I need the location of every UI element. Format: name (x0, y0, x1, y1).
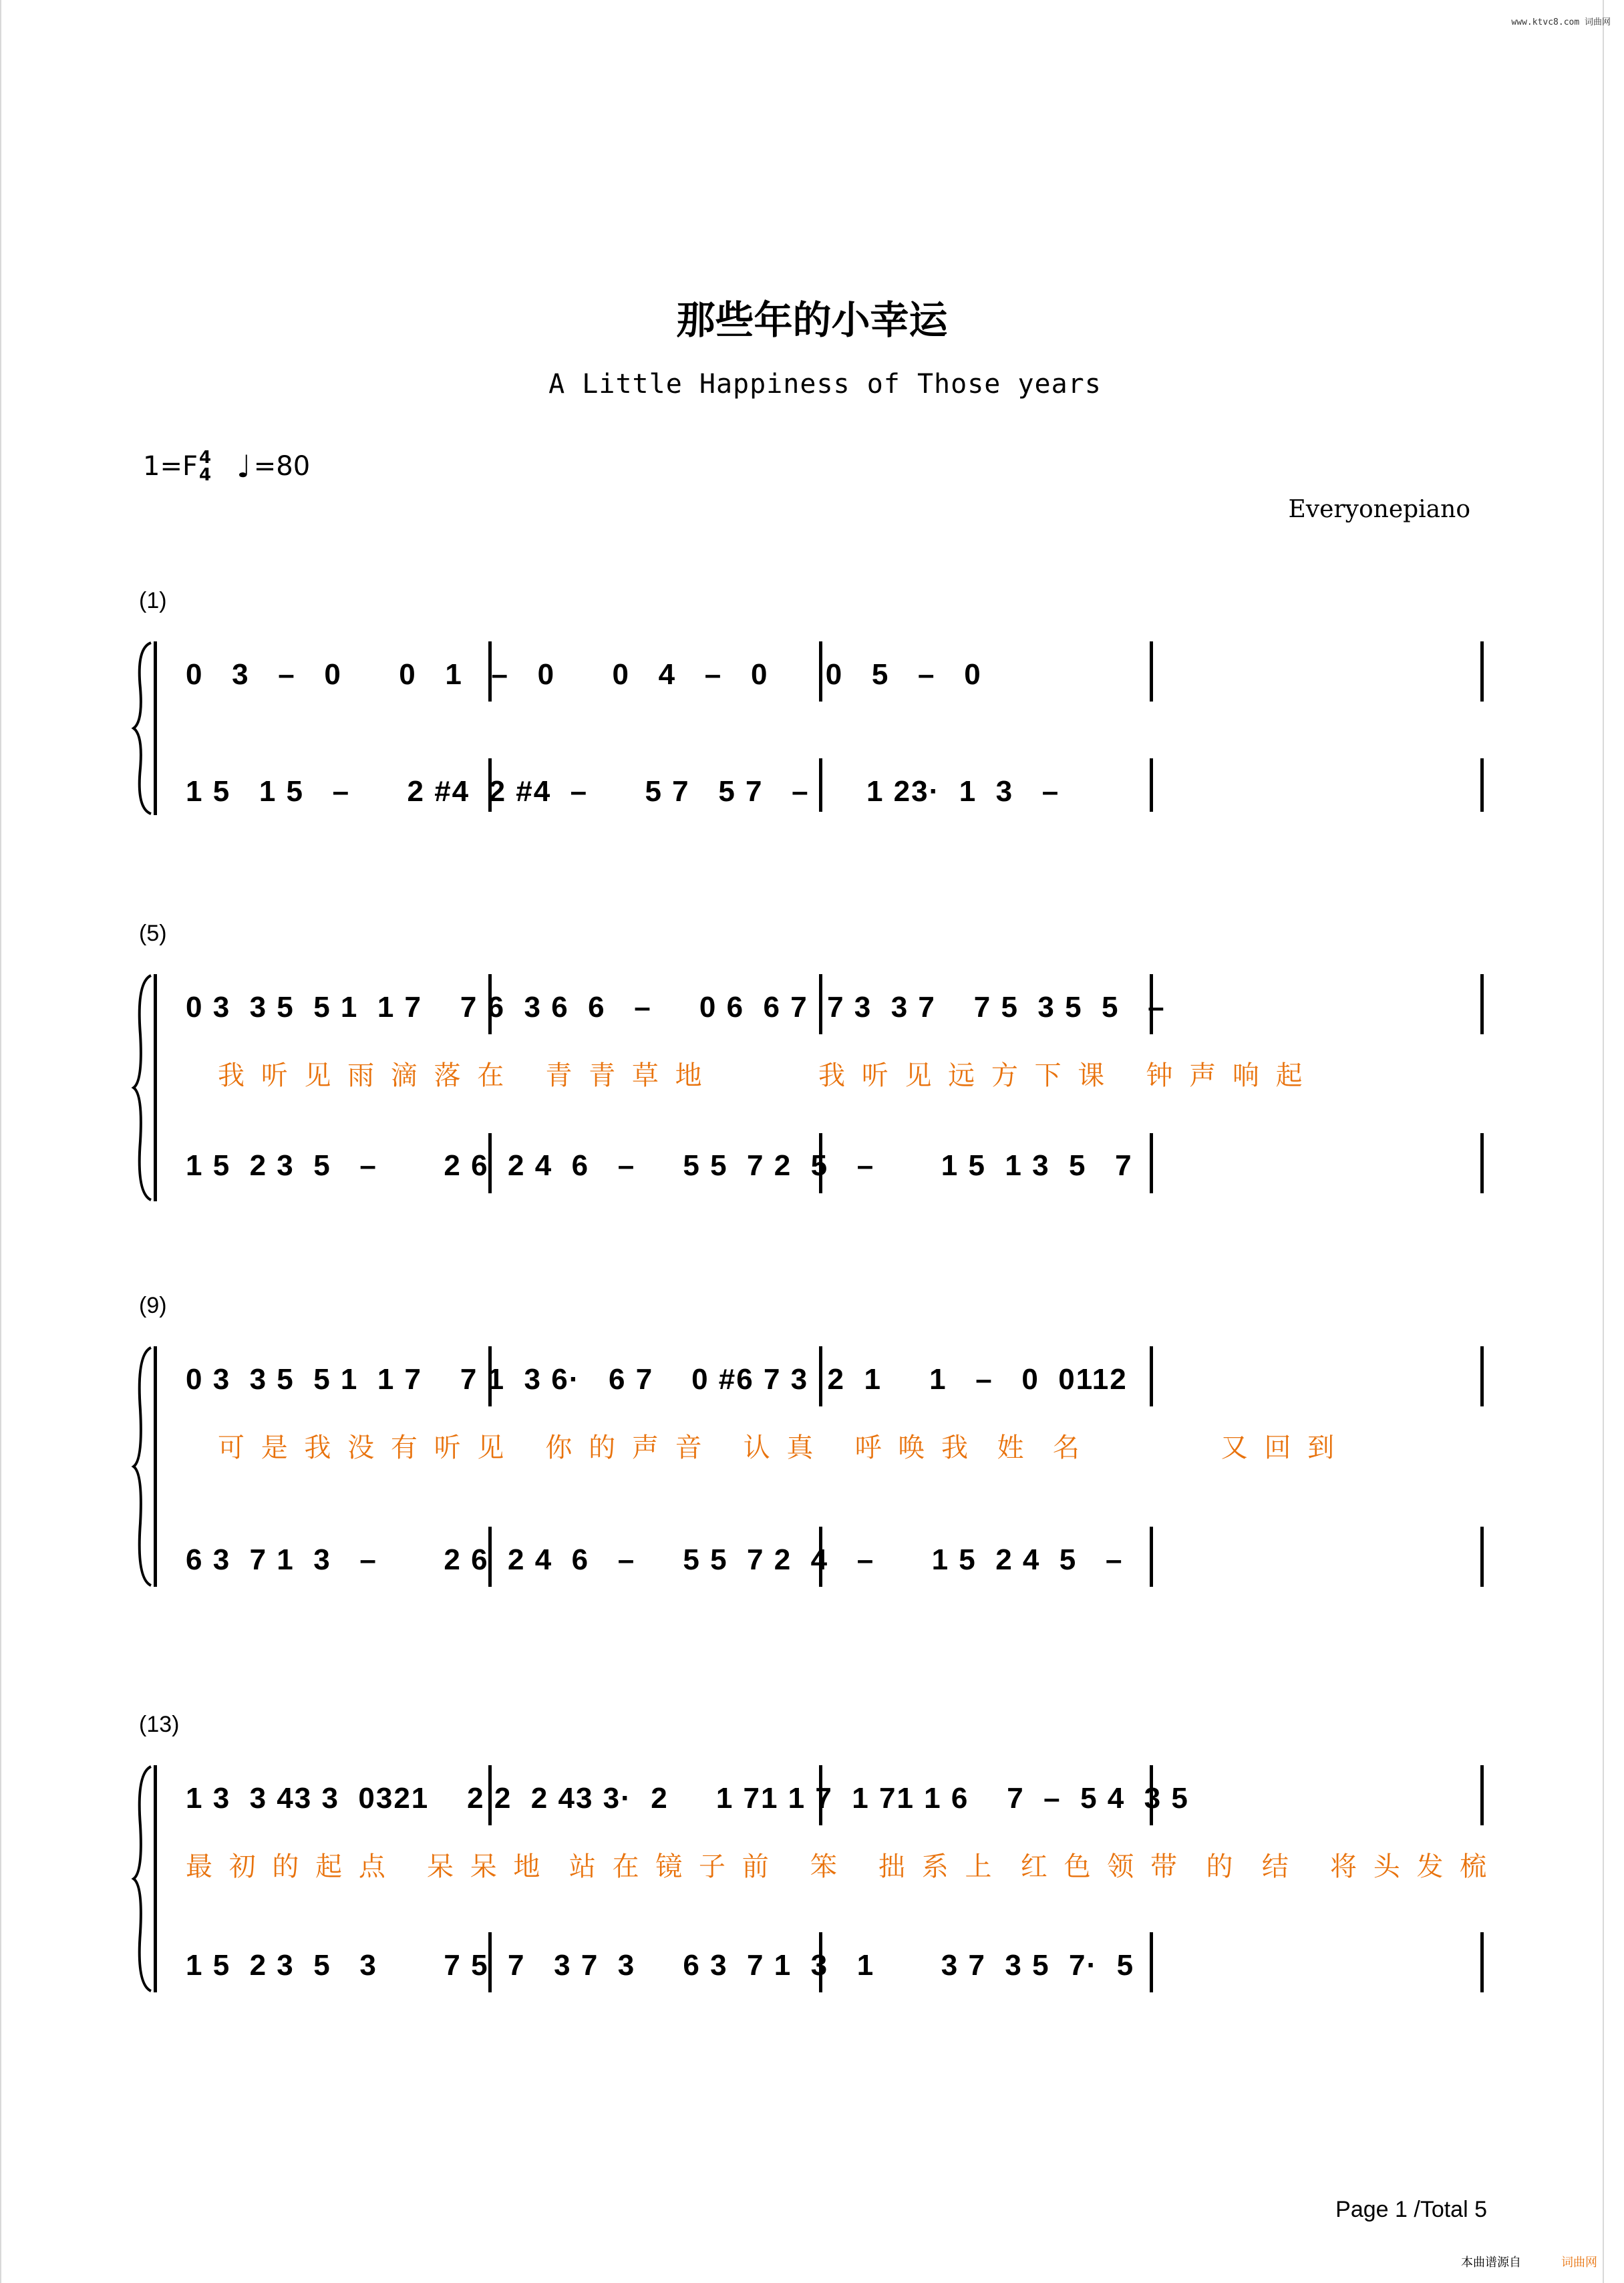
lower-staff: 1 5 2 3 5 – 2 6 2 4 6 – 5 5 7 2 5 – 1 5 1 3 5 7 (186, 1149, 1133, 1182)
score-title: 那些年的小幸运 (676, 297, 948, 343)
site-watermark: www.ktvc8.com 词曲网 (1511, 17, 1611, 27)
upper-staff: 0 3 3 5 5 1 1 7 7 1 3 6· 6 7 0 #6 7 3 2 1 1 – 0 0112 (186, 1363, 1128, 1396)
barline (1150, 1932, 1153, 1992)
lyrics: 可 是 我 没 有 听 见 你 的 声 音 认 真 呼 唤 我 姓 名 又 回 到 (218, 1432, 1339, 1463)
system-number: (13) (139, 1712, 180, 1737)
key-signature (143, 449, 310, 484)
source-brand[interactable]: 词曲网 (1561, 2256, 1597, 2269)
barline (1480, 758, 1484, 812)
source-footer (1461, 2253, 1597, 2270)
lower-staff: 6 3 7 1 3 – 2 6 2 4 6 – 5 5 7 2 4 – 1 5 2 4 5 – (186, 1543, 1124, 1576)
barline (1150, 1527, 1153, 1587)
barline (1480, 1346, 1484, 1406)
page-indicator: Page 1 /Total 5 (1335, 2197, 1487, 2222)
system-4 (131, 1712, 1494, 2012)
time-top: 4 (198, 448, 212, 468)
brace-icon (131, 641, 158, 815)
barline (1480, 974, 1484, 1034)
system-2 (131, 921, 1494, 1215)
brace-icon (131, 1346, 158, 1587)
lyrics: 最 初 的 起 点 呆 呆 地 站 在 镜 子 前 笨 拙 系 上 红 色 领 带 的 结 将 头 发 梳 (186, 1851, 1491, 1882)
barline (1480, 641, 1484, 702)
upper-staff: 1 3 3 43 3 0321 2 2 2 43 3· 2 1 71 1 7 1 71 1 6 7 – 5 4 3 5 (186, 1782, 1189, 1815)
brace-icon (131, 1765, 158, 1992)
brace-icon (131, 974, 158, 1201)
barline (1480, 1765, 1484, 1825)
barline (1150, 1133, 1153, 1193)
quarter-note-icon: ♩ (236, 448, 251, 484)
upper-staff: 0 3 3 5 5 1 1 7 7 6 3 6 6 – 0 6 6 7 7 3 3 7 7 5 3 5 5 – (186, 991, 1166, 1024)
time-signature (199, 449, 211, 484)
system-3 (131, 1293, 1494, 1607)
system-number: (9) (139, 1293, 167, 1318)
time-bottom: 4 (198, 465, 212, 485)
system-1 (131, 588, 1494, 828)
barline (1480, 1527, 1484, 1587)
barline (1150, 758, 1153, 812)
system-number: (1) (139, 588, 167, 613)
lyrics: 我 听 见 雨 滴 落 在 青 青 草 地 我 听 见 远 方 下 课 钟 声 响 起 (218, 1060, 1307, 1091)
composer: Everyonepiano (1288, 496, 1470, 523)
barline (1150, 641, 1153, 702)
tempo: =80 (253, 451, 311, 482)
lower-staff: 1 5 2 3 5 3 7 5 7 3 7 3 6 3 7 1 3 1 3 7 3 5 7· 5 (186, 1949, 1135, 1982)
lower-staff: 1 5 1 5 – 2 #4 2 #4 – 5 7 5 7 – 1 23· 1 3 – (186, 775, 1060, 808)
source-label: 本曲谱源自 (1461, 2256, 1521, 2269)
barline (1150, 1346, 1153, 1406)
barline (1480, 1932, 1484, 1992)
upper-staff: 0 3 – 0 0 1 – 0 0 4 – 0 0 5 – 0 (186, 658, 982, 691)
system-number: (5) (139, 921, 167, 946)
barline (1480, 1133, 1484, 1193)
score-subtitle: A Little Happiness of Those years (548, 369, 1102, 400)
key-label: 1=F (143, 451, 198, 482)
